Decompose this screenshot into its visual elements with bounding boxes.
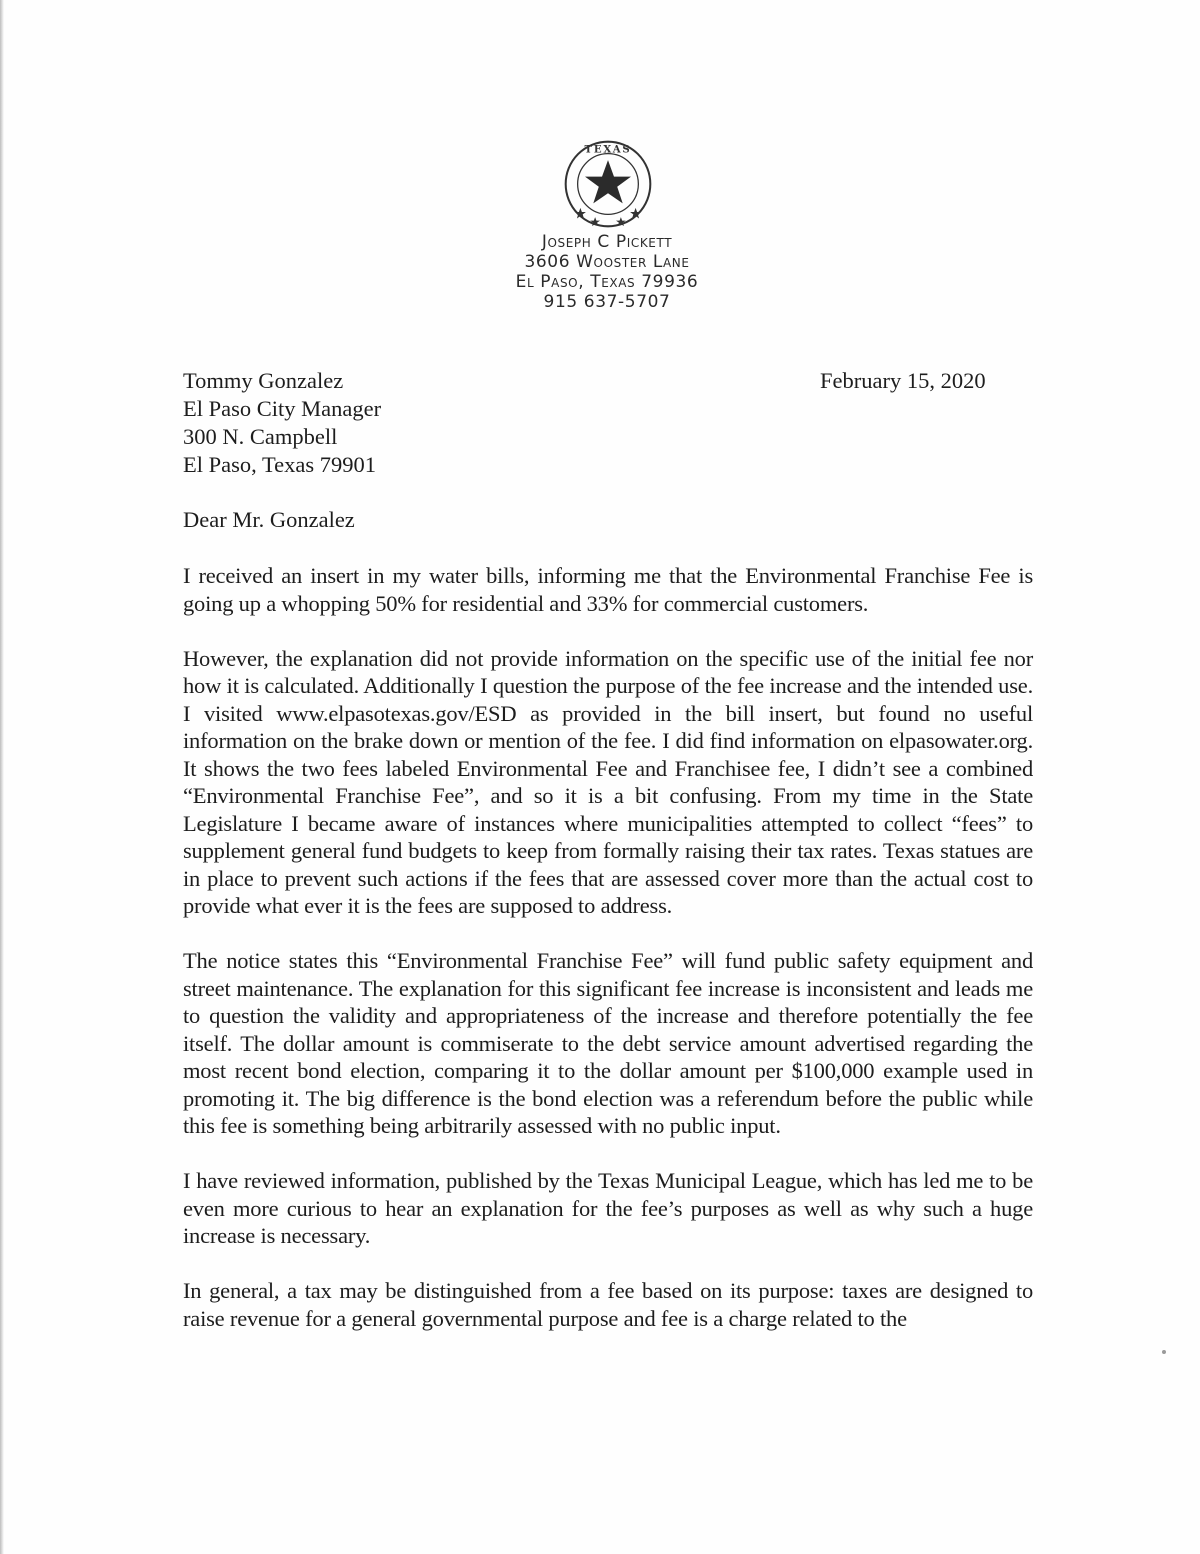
recipient-title: El Paso City Manager <box>183 396 382 421</box>
letter-date: February 15, 2020 <box>820 368 986 393</box>
star-icon <box>585 160 631 203</box>
sender-name: Joseph C Pickett <box>541 232 673 252</box>
body-paragraph: However, the explanation did not provide information on the specific use of the initial fee nor how it is calculated. Additionally I question the purpose of the fee increase and the intended use. I visited www.elpasotexas.gov/ESD as provided in the bill insert, but found no useful information on the brake down or mention of the fee. I did find information on elpasowater.org. It shows the two fees labeled Environmental Fee and Franchisee fee, I didn’t see a combined “Environmental Franchise Fee”, and so it is a bit confusing. From my time in the State Legislature I became aware of instances where municipalities attempted to collect “fees” to supplement general fund budgets to keep from formally raising their tax rates. Texas statues are in place to prevent such actions if the fees that are assessed cover more than the actual cost to provide what ever it is the fees are supposed to address. <box>183 645 1033 918</box>
sender-city: El Paso, Texas 79936 <box>515 272 699 292</box>
body-paragraph: In general, a tax may be distinguished from a fee based on its purpose: taxes are designed to raise revenue for a general governmental purpose and fee is a charge related to the <box>183 1278 1033 1331</box>
recipient-name: Tommy Gonzalez <box>183 368 344 393</box>
body-paragraph: I received an insert in my water bills, informing me that the Environmental Franchise Fee is going up a whopping 50% for residential and 33% for commercial customers. <box>183 563 1033 616</box>
salutation: Dear Mr. Gonzalez <box>183 507 355 532</box>
recipient-city: El Paso, Texas 79901 <box>183 452 376 477</box>
body-paragraph: I have reviewed information, published by the Texas Municipal League, which has led me to be even more curious to hear an explanation for the fee’s purposes as well as why such a huge increase is necessary. <box>183 1168 1033 1248</box>
sender-street: 3606 Wooster Lane <box>524 252 690 272</box>
body-paragraph: The notice states this “Environmental Franchise Fee” will fund public safety equipment and street maintenance. The explanation for this significant fee increase is inconsistent and leads me to question the validity and appropriateness of the increase and therefore potentially the fee itself. The dollar amount is commiserate to the debt service amount advertised regarding the most recent bond election, comparing it to the dollar amount per $100,000 example used in promoting it. The big difference is the bond election was a referendum before the public while this fee is something being arbitrarily assessed with no public input. <box>183 948 1033 1138</box>
seal-text: TEXAS <box>584 143 632 156</box>
letter-body <box>183 562 1033 1360</box>
texas-star-seal <box>562 138 654 230</box>
sender-phone: 915 637-5707 <box>543 292 671 312</box>
scan-dot <box>1162 1350 1166 1354</box>
letterhead-address <box>0 232 1200 312</box>
recipient-street: 300 N. Campbell <box>183 424 338 449</box>
recipient-address <box>183 367 381 479</box>
